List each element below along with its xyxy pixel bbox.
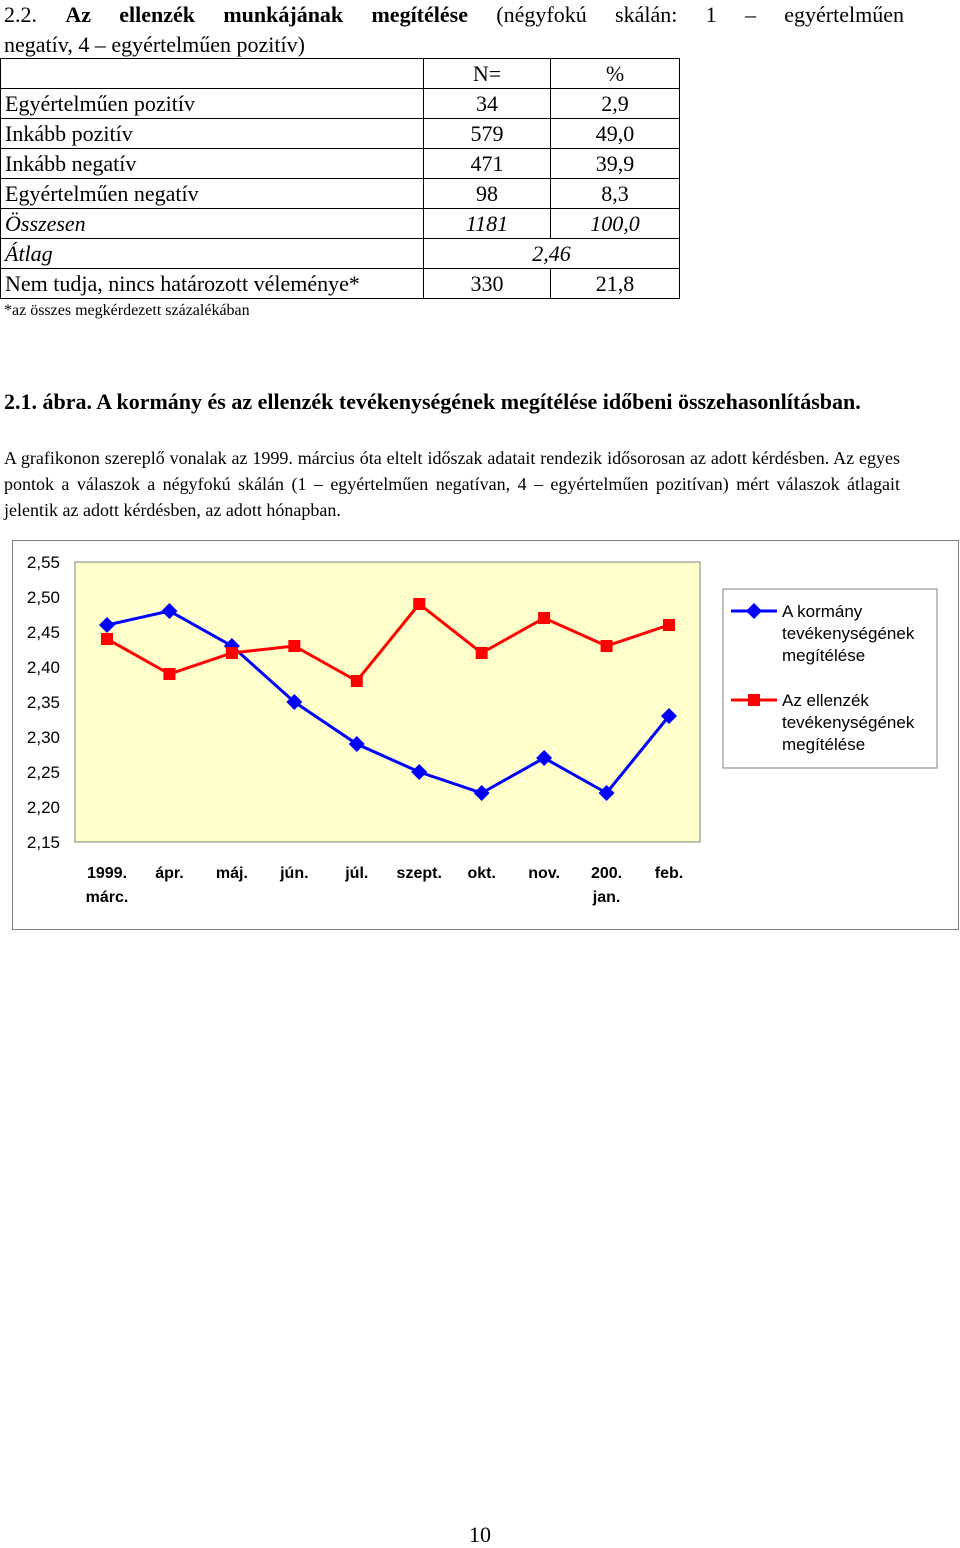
row-n: 579 <box>424 119 551 149</box>
x-tick-label: júl. <box>345 865 369 882</box>
row-label: Egyértelműen negatív <box>1 179 424 209</box>
section-title-scale-1: (négyfokú skálán: 1 – egyértelműen <box>496 2 904 27</box>
figure-title-text: A kormány és az ellenzék tevékenységének megítélése időbeni összehasonlításban. <box>96 389 861 414</box>
y-tick-label: 2,15 <box>26 833 60 852</box>
section-number: 2.2. <box>4 2 37 27</box>
data-point-square <box>351 675 363 687</box>
data-point-square <box>476 647 488 659</box>
row-pct: 49,0 <box>551 119 680 149</box>
y-tick-label: 2,55 <box>26 553 60 572</box>
row-label: Átlag <box>1 239 424 269</box>
table-header-n: N= <box>424 59 551 89</box>
y-tick-label: 2,30 <box>26 728 60 747</box>
table-header-pct: % <box>551 59 680 89</box>
y-tick-label: 2,20 <box>26 798 60 817</box>
row-pct: 2,9 <box>551 89 680 119</box>
row-pct: 100,0 <box>551 209 680 239</box>
data-point-square <box>101 633 113 645</box>
row-n: 330 <box>424 269 551 299</box>
section-title-scale-2: negatív, 4 – egyértelműen pozitív) <box>4 32 305 57</box>
x-tick-label: máj. <box>215 865 248 882</box>
row-mean-value: 2,46 <box>424 239 680 269</box>
x-tick-label: 1999. <box>86 865 128 882</box>
section-title: Az ellenzék munkájának megítélése <box>65 2 468 27</box>
row-n: 34 <box>424 89 551 119</box>
y-tick-label: 2,25 <box>26 763 60 782</box>
row-n: 98 <box>424 179 551 209</box>
row-pct: 8,3 <box>551 179 680 209</box>
row-n: 1181 <box>424 209 551 239</box>
legend-label: A kormány <box>782 602 863 621</box>
row-label: Inkább negatív <box>1 149 424 179</box>
y-tick-label: 2,35 <box>26 693 60 712</box>
data-point-square <box>538 612 550 624</box>
row-label: Inkább pozitív <box>1 119 424 149</box>
data-point-square <box>601 640 613 652</box>
y-tick-label: 2,50 <box>26 588 60 607</box>
legend-label: megítélése <box>782 735 866 754</box>
row-label: Összesen <box>1 209 424 239</box>
data-point-square <box>288 640 300 652</box>
x-tick-label: szept. <box>396 865 442 882</box>
legend-marker-square <box>748 694 760 706</box>
x-tick-label: 200. <box>590 865 623 882</box>
y-tick-label: 2,45 <box>26 623 60 642</box>
data-point-square <box>163 668 175 680</box>
figure-label: 2.1. ábra. <box>4 389 92 414</box>
legend-label: Az ellenzék <box>782 691 869 710</box>
x-tick-label: nov. <box>528 865 560 882</box>
legend-label: tevékenységének <box>782 624 915 643</box>
y-tick-label: 2,40 <box>26 658 60 677</box>
row-n: 471 <box>424 149 551 179</box>
page-number: 10 <box>469 1522 491 1547</box>
data-point-square <box>413 598 425 610</box>
x-tick-label: jan. <box>592 889 621 906</box>
row-label: Nem tudja, nincs határozott véleménye* <box>1 269 424 299</box>
x-tick-label: ápr. <box>155 865 184 882</box>
x-tick-label: márc. <box>85 889 129 906</box>
row-pct: 39,9 <box>551 149 680 179</box>
data-point-square <box>226 647 238 659</box>
table-footnote: *az összes megkérdezett százalékában <box>4 302 250 319</box>
legend-label: tevékenységének <box>782 713 915 732</box>
x-tick-label: feb. <box>654 865 684 882</box>
legend-label: megítélése <box>782 646 866 665</box>
row-label: Egyértelműen pozitív <box>1 89 424 119</box>
x-tick-label: okt. <box>467 865 496 882</box>
row-pct: 21,8 <box>551 269 680 299</box>
figure-description: A grafikonon szereplő vonalak az 1999. március óta eltelt időszak adatait rendezik idősorosan az adott kérdésben. Az egyes pontok a válaszok a négyfokú skálán (1 – egyértelműen negatívan, 4 – egyértelműen pozitívan) mért válaszok átlagait jelentik az adott kérdésben, az adott hónapban. <box>4 448 900 520</box>
data-point-square <box>663 619 675 631</box>
x-tick-label: jún. <box>280 865 309 882</box>
